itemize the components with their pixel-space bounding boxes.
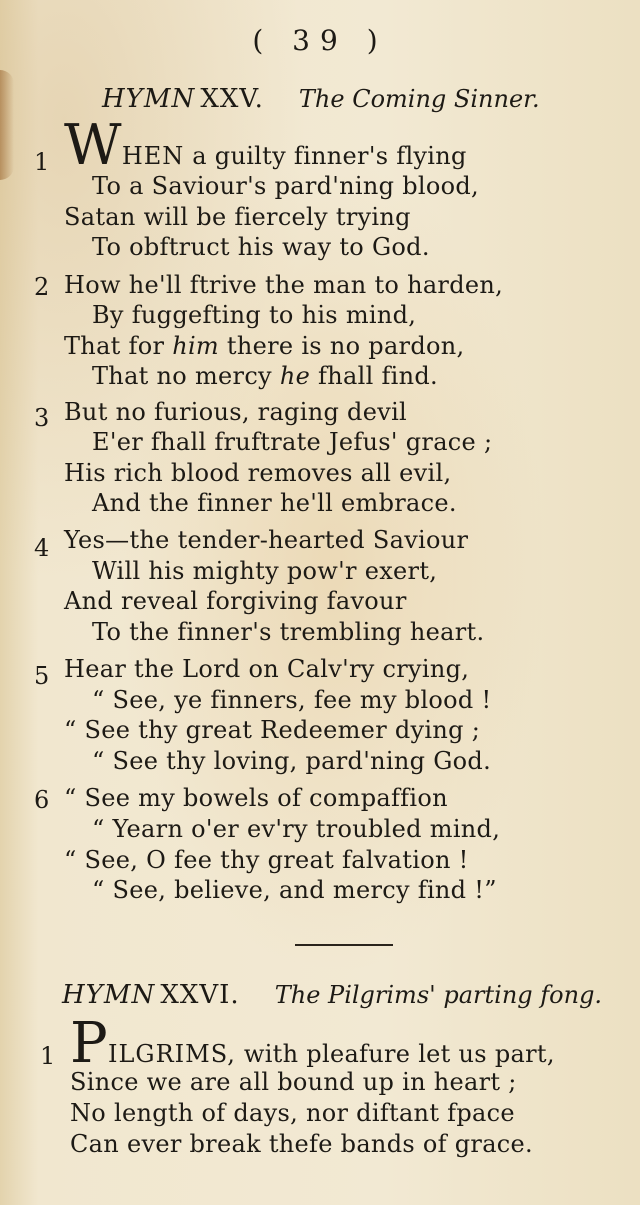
line-text: That no mercy <box>92 362 280 390</box>
hymn-title: The Coming Sinner. <box>298 85 540 113</box>
verse-number: 5 <box>34 662 50 690</box>
line-text: That for <box>64 332 173 360</box>
verse-line: Since we are all bound up in heart ; <box>70 1068 517 1096</box>
hymn-26-header <box>0 980 640 1010</box>
verse-number: 3 <box>34 404 50 432</box>
line-text: there is no pardon, <box>218 332 465 360</box>
verse-line: “ See, ye finners, fee my blood ! <box>92 686 492 714</box>
verse-line: No length of days, nor diftant fpace <box>70 1099 515 1127</box>
page-number: ( 39 ) <box>252 24 388 57</box>
verse-line: And reveal forgiving favour <box>64 587 407 615</box>
line-text: fhall find. <box>310 362 438 390</box>
verse-line: “ See thy loving, pard'ning God. <box>92 747 492 775</box>
small-caps-word: HEN <box>121 142 185 170</box>
verse-line: “ See thy great Redeemer dying ; <box>64 716 481 744</box>
hymn-label: HYMN <box>62 980 156 1010</box>
verse-line <box>64 332 464 360</box>
verse-number: 1 <box>40 1042 56 1070</box>
verse-line: Hear the Lord on Calv'ry crying, <box>64 655 470 683</box>
drop-cap: P <box>70 1011 108 1076</box>
hymn-label: HYMN <box>102 84 196 114</box>
verse-line: His rich blood removes all evil, <box>64 459 452 487</box>
hymn-number: XXVI. <box>160 980 240 1010</box>
verse-line: “ See, O fee thy great falvation ! <box>64 846 469 874</box>
verse-line: To a Saviour's pard'ning blood, <box>92 172 479 200</box>
verse-line: Will his mighty pow'r exert, <box>92 557 438 585</box>
verse-number: 2 <box>34 273 50 301</box>
drop-cap: W <box>64 113 122 178</box>
small-caps-word: ILGRIMS, <box>107 1040 236 1068</box>
verse-line: But no furious, raging devil <box>64 398 408 426</box>
verse-line: How he'll ftrive the man to harden, <box>64 271 504 299</box>
verse-line <box>92 362 438 390</box>
verse-line <box>64 113 467 178</box>
verse-line <box>70 1011 555 1076</box>
verse-line: “ See my bowels of compaffion <box>64 784 448 812</box>
hymn-title: The Pilgrims' parting fong. <box>274 981 603 1009</box>
line-text: with pleafure let us part, <box>235 1040 555 1068</box>
verse-line: To the finner's trembling heart. <box>92 618 485 646</box>
verse-line: Can ever break thefe bands of grace. <box>70 1130 533 1158</box>
verse-number: 6 <box>34 786 50 814</box>
verse-line: “ See, believe, and mercy find !” <box>92 876 497 904</box>
line-text: a guilty finner's flying <box>184 142 467 170</box>
verse-line: And the finner he'll embrace. <box>92 489 457 517</box>
verse-line: E'er fhall fruftrate Jefus' grace ; <box>92 428 493 456</box>
italic-word: he <box>279 362 311 390</box>
verse-number: 4 <box>34 534 50 562</box>
section-divider <box>295 944 393 946</box>
hymn-number: XXV. <box>200 84 264 114</box>
verse-line: Satan will be fiercely trying <box>64 203 411 231</box>
verse-line: To obftruct his way to God. <box>92 233 430 261</box>
verse-line: Yes—the tender-hearted Saviour <box>64 526 469 554</box>
verse-line: By fuggefting to his mind, <box>92 301 417 329</box>
hymn-25-header <box>0 84 640 114</box>
italic-word: him <box>172 332 219 360</box>
verse-line: “ Yearn o'er ev'ry troubled mind, <box>92 815 501 843</box>
verse-number: 1 <box>34 148 50 176</box>
